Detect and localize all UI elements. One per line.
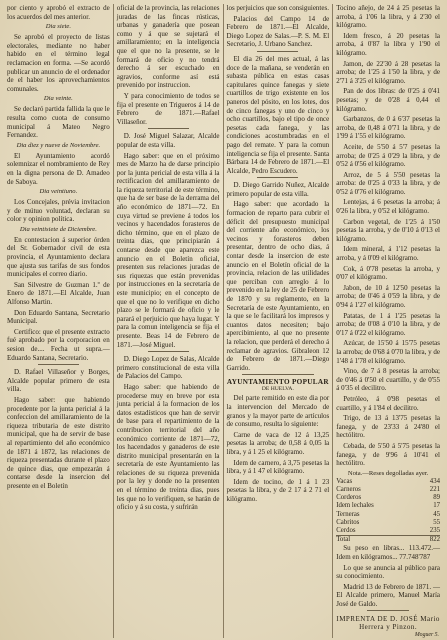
price-line: Petróleo, á 0'98 pesetas el cuartillo, y á 1'84 el decilitro. <box>336 394 440 412</box>
date-heading: Dia veintiuno. <box>39 188 78 196</box>
price-line: Vino, de 7 á 8 pesetas la arroba; de 0'46 á 0'50 el cuartillo, y de 0'55 á 0'35 el decilitro. <box>336 367 440 393</box>
paragraph: Palacios del Campo 14 de Febrero de 1871.—El Alcalde, Diego Lopez de Salas.—P. S. M. El Secretario, J. Urbano Sanchez. <box>226 14 330 49</box>
date-heading: Dia diez y nueve de Noviembre. <box>16 141 101 149</box>
separator <box>38 364 79 365</box>
price-line: Aceite, de 5'50 á 5'7 pesetas la arroba; de 0'25 á 0'29 la libra, y de 0'52 á 0'56 el kilógramo. <box>336 142 440 169</box>
paragraph: D. Rafael Villaseñor y Borges, Alcalde popular primero de esta villa. <box>7 368 110 394</box>
row-label: Terneras <box>336 510 360 518</box>
date-heading: Dia siete. <box>45 23 72 31</box>
table-row <box>336 511 440 519</box>
paragraph: Del parte remitido en este dia por la intervencion del Mercado de granos y la mayor parte de artículos de consumo, resulta lo siguiente: <box>226 394 330 429</box>
livestock-table <box>336 478 440 545</box>
printer-imprint: IMPRENTA DE D. JOSÉ Mario Herrera y Pinzon. <box>336 615 440 632</box>
price-line: Pan de dos libras: de 0'25 á 0'41 pesetas; y de 0'28 á 0,44 el kilógramo. <box>336 87 440 113</box>
row-label: Vacas <box>336 477 353 485</box>
row-value: 45 <box>433 510 440 518</box>
column-3 <box>224 4 334 638</box>
total-label: Total <box>336 536 418 545</box>
price-line: Idem fresco, á 20 pesetas la arroba, á 0'87 la libra y 1'90 el kilógramo. <box>336 31 440 57</box>
paragraph: Y para conocimiento de todos se fija el presente en Trigueros á 14 de Febrero de 1871.—Rafael Villaseñor. <box>116 91 220 126</box>
paragraph: Hago saber: que en el próximo mes de Marzo ha de darse principio por la junta pericial de esta villa á la rectificacion del amillaramiento de la riqueza territorial de este término, que ha de ser base de la derrama del año económico de 1871—72. En cuya virtud se previene á todos los vecinos y hacendados forasteros de dicho término, que en el plazo de treinta dias, que principiarán á contarse desde que aparezca este anuncio en el Boletín oficial, presenten sus relaciones juradas de sus riquezas que están prevenidas por instrucciones en la secretaría de este municipio; en el concepto de que el que no lo verifique en dicho plazo se le formará de oficio y le parará el perjuicio que haya lugar. Y para la comun inteligencia se fija el presente. Beas 14 de Febrero de 1871.—José Miguel. <box>116 151 220 349</box>
row-value: 55 <box>433 518 440 526</box>
note-heading: Nota.—Reses degolladas ayer. <box>347 469 429 477</box>
price-line: Garbanzos, de 0 á 6'37 pesetas la arroba, de 0,48 á 0'71 la libra, y de 1'99 á 1'55 el kilógramo. <box>336 115 440 141</box>
section-title: AYUNTAMIENTO POPULAR <box>226 378 329 387</box>
separator <box>257 177 298 178</box>
paragraph: Hago saber: que acordado la formacion de reparto para cubrir el déficit del presupuesto municipal del corriente año económico, los vecinos y forasteros deben presentar, dentro de ocho dias, á contar desde la insercion de este anuncio en el Boletín oficial de la provincia, relacion de las utilidades que perciban con arreglo á lo prevenido en la ley de 25 de Febrero de 1870 y su reglamento, en la Secretaría de este Ayuntamiento, en la que se le facilitará los impresos y cuantos datos necesiten; bajo apercibimiento, al que no presente la relacion, que perderá el derecho á reclamar de agravios. Gibraleon 12 de Febrero de 1871.—Diego Garrido. <box>226 200 330 372</box>
price-line: Cok, á 0'78 pesetas la arroba, y 0'07 el kilógramo. <box>336 264 440 282</box>
table-total-row <box>336 536 440 545</box>
paragraph: En contestacion á superior órden del Sr. Gobernador civil de esta provincia, el Ayuntamiento declara que ajusta sus tarifas de sus fondos municipales el correo diario. <box>7 235 110 279</box>
paragraph: oficial de la provincia, las relaciones juradas de las fincas rústicas, urbanas y ganadería que posean como y á que se sujetará el amillaramiento; en la inteligencia que el que no la presente, se le formará de oficio y no tendrá derecho á ser escuchado en agravios, conforme así está prevenido por instruccion. <box>116 4 220 90</box>
price-line: Trigo, de 13 á 13'75 pesetas la fanega, y de 23'33 á 24'80 el hectólitro. <box>336 414 440 440</box>
price-line: Azúcar, de 15'50 á 15'75 pesetas la arroba; de 0'68 á 0'70 la libra, y de 1'48 á 1'78 el kilógramo. <box>336 339 440 365</box>
table-row <box>336 494 440 502</box>
date-heading: Dia veinte. <box>43 95 73 103</box>
paragraph: Carne de vaca de 12 á 13,25 pesetas la arroba; de 0,58 á 0,05 la libra, y á 1 25 el kilógramo. <box>226 430 330 456</box>
row-label: Cabritos <box>336 518 360 526</box>
separator <box>367 610 409 611</box>
row-value: 17 <box>433 502 440 510</box>
price-line: Idem mineral, á 1'12 pesetas la arroba, y á 0'09 el kilógramo. <box>336 245 440 263</box>
footer-note: Moguer 5. <box>414 632 439 638</box>
table-row <box>336 519 440 527</box>
paragraph: Se declaró partida fallida la que le resulta como cuota de consumo municipal á Mateo Negro Fernandez. <box>7 105 110 140</box>
paragraph: D. Diego Lopez de Salas, Alcalde primero constitucional de esta villa de Palacios del Campo. <box>116 355 220 381</box>
paragraph: Idem de carnero, á 3,75 pesetas la libra, y á 1 47 el kilógramo. <box>226 458 330 476</box>
paragraph: San Silvestre de Guzman 1.º de Enero de 1871.—El Alcalde, Juan Alfonso Martin. <box>7 280 110 307</box>
paragraph: Los Concejales, prévia invitacion y de mútuo voluntad, declaran su color y opinion política. <box>7 198 110 224</box>
price-line: Tocino añejo, de 24 á 25 pesetas la arroba, á 1'06 la libra, y á 2'30 el kilógramo. <box>336 4 440 30</box>
row-label: Carneros <box>336 485 361 493</box>
price-line: Lentejas, á 6 pesetas la arroba; á 0'26 la libra, y 0'52 el kilógramo. <box>336 198 440 216</box>
price-line: Arroz, de 5 á 5'50 pesetas la arroba: de 0'25 á 0'33 la libra, y de 0'52 á 0'76 el kilógramo. <box>336 170 440 196</box>
row-label: Cerdos <box>336 526 356 534</box>
paragraph: Don Eduardo Santana, Secretario Municipal. <box>7 308 110 326</box>
price-line: Jabon, de 10 á 12'50 pesetas la arroba; de 0'46 á 0'59 la libra, y de 0'94 á 1'27 el kilógramo. <box>336 283 440 309</box>
paragraph: Se aprobó el proyecto de listas electorales, mediante no haber habido en el término legal reclamacion en forma. —Se acordó publicar un anuncio de el ordenador de el haber los aprovechamientos comunales. <box>7 33 110 93</box>
paragraph: Hago saber: que habiendo procedente por la junta pericial á la confeccion del amillaramiento de la riqueza tributaria de este distrito municipal, que ha de servir de base al repartimiento del año económico de 1871 á 1872, las relaciones de riqueza presentadas durante el plazo de quince dias, que empezarán á contarse desde la insercion del presente en el Boletín <box>7 395 110 490</box>
paragraph: Su peso en libras... 113.472.— Idem en kilógramos... 77.748'787 <box>336 544 440 561</box>
paragraph: Certifico: que el presente extracto fué aprobado por la corporacion en sesion de.... Fecha ut supra.—Eduardo Santana, Secretario. <box>7 327 110 362</box>
price-line: Carbon vegetal, de 1'25 á 1'50 pesetas la arroba, y de 0'10 á 0'13 el kilógramo. <box>336 217 440 243</box>
paragraph: El Ayuntamiento acordó solemnizar el nombramiento de Rey en la digna persona de D. Amadeo de Saboya. <box>7 151 110 186</box>
paragraph: Hago saber: que habiendo de procederse muy en breve por esta junta pericial á la formacion de los datos estadísticos que han de servir de base para el repartimiento de la contribucion territorial del año económico corriente de 1871—72, los hacendados y ganaderos de este distrito municipal presentarán en la secretaría de este Ayuntamiento las relaciones de su riqueza prevenida por la ley y donde no la presenten en el término de treinta dias, pues les que no lo verifiquen, se harán de oficio y á su costa, y sufrirán <box>116 382 220 512</box>
row-value: 235 <box>429 526 440 534</box>
table-row <box>336 502 440 510</box>
column-4 <box>333 4 443 638</box>
row-label: Idem lechales <box>336 502 374 510</box>
row-label: Corderos <box>336 494 362 502</box>
price-line: Patatas, de 1 á 1'25 pesetas la arroba; de 0'08 á 0'10 la libra, y de 0'17 á 0'22 el kilógramo. <box>336 311 440 337</box>
price-line: Jamon, de 22'30 á 28 pesetas la arroba; de 1'25 á 1'50 la libra, y de 2'71 á 3'25 el kilógramo. <box>336 59 440 85</box>
columns <box>4 4 443 638</box>
table-row <box>336 527 440 536</box>
paragraph: Madrid 13 de Febrero de 1871. —El Alcalde primero, Manuel María José de Galdo. <box>336 582 440 608</box>
paragraph: los perjuicios que son consiguientes. <box>226 4 329 12</box>
column-2 <box>114 4 224 638</box>
row-value: 221 <box>429 485 440 493</box>
row-value: 89 <box>433 494 440 502</box>
price-line: Cebada, de 5'50 á 5'75 pesetas la fanega, y de 9'96 á 10'41 el hectólitro. <box>336 441 440 468</box>
separator <box>242 374 314 375</box>
row-value: 434 <box>429 477 440 485</box>
section-subtitle: DE HUELVA. <box>261 386 294 393</box>
table-row <box>336 486 440 494</box>
separator <box>148 351 189 352</box>
table-row <box>336 478 440 486</box>
paragraph: El dia 26 del mes actual, á las doce de la mañana, se venderán en subasta pública en estas casas capitulares quince fanegas y siete cuartillos de trigo existente en los paneros del pósito, en los lotes, dos de cinco fanegas y uno de cinco y ocho cuartillos, bajo el tipo de once pesetas cada fanega, y las condiciones acostumbradas en el pago del remate. Y para la comun inteligencia se fija el presente. Santa Bárbara 14 de Febrero de 1871.—El Alcalde, Pedro Escudero. <box>226 54 330 175</box>
paragraph: por ciento y aprobó el extracto de los acuerdos del mes anterior. <box>7 4 110 21</box>
paragraph: D. José Miguel Salazar, Alcalde popular de esta villa. <box>116 132 220 149</box>
total-value: 822 <box>418 536 440 545</box>
paragraph: D. Diego Garrido Nuñez, Alcalde primero popular de esta villa. <box>226 181 330 198</box>
paragraph: Lo que se anuncia al público para su conocimiento. <box>336 563 440 581</box>
column-1 <box>4 4 114 638</box>
date-heading: Dia veintisiete de Diciembre. <box>19 225 97 233</box>
separator <box>148 128 189 129</box>
paragraph: Idem de tocino, de 1 á 1 23 pesetas la libra, y de 2 17 á 2 71 el kilógramo. <box>226 477 330 503</box>
separator <box>257 51 298 52</box>
